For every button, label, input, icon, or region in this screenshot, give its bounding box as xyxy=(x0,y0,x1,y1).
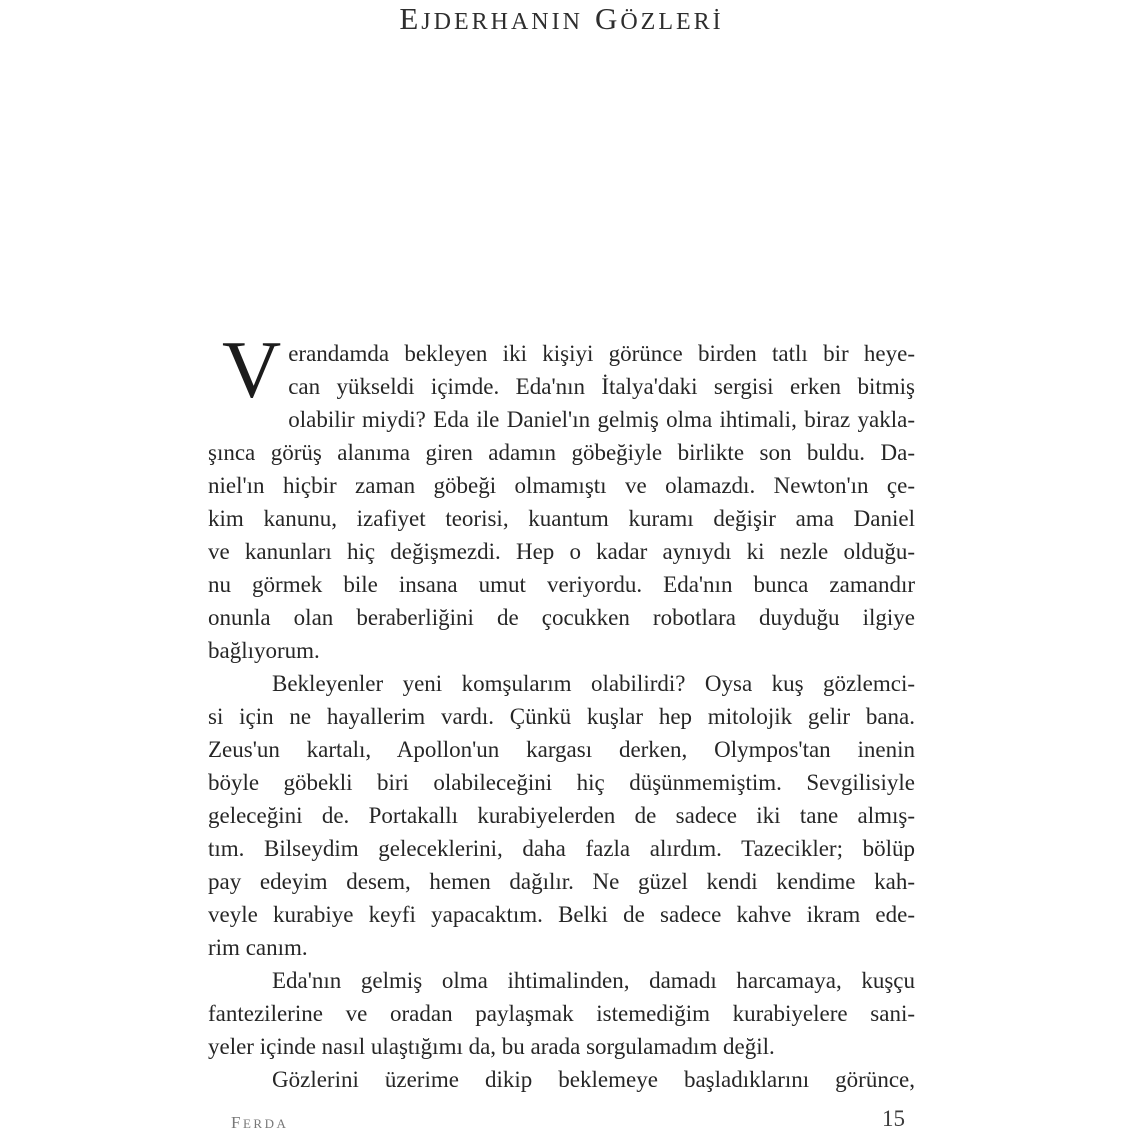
paragraph-4 xyxy=(208,1063,915,1096)
chapter-title-smallcaps: ÖZLERİ xyxy=(620,9,724,35)
text-line: nu görmek bile insana umut veriyordu. Eda'nın bunca zamandır xyxy=(208,572,915,597)
text-line: veyle kurabiye keyfi yapacaktım. Belki de sadece kahve ikram ede- xyxy=(208,902,915,927)
text-line: ve kanunları hiç değişmezdi. Hep o kadar aynıydı ki nezle olduğu- xyxy=(208,539,915,564)
text-line: si için ne hayallerim vardı. Çünkü kuşlar hep mitolojik gelir bana. xyxy=(208,704,915,729)
paragraph-1 xyxy=(208,324,915,667)
text-line: bağlıyorum. xyxy=(208,638,320,663)
text-line: Bekleyenler yeni komşularım olabilirdi? Oysa kuş gözlemci- xyxy=(272,671,915,696)
running-title-initial: F xyxy=(231,1113,243,1132)
text-line: rim canım. xyxy=(208,935,308,960)
body-text xyxy=(208,324,915,1096)
chapter-title-word xyxy=(399,1,583,40)
text-line: can yükseldi içimde. Eda'nın İtalya'daki sergisi erken bitmiş xyxy=(288,374,915,399)
chapter-title-smallcaps: JDERHANIN xyxy=(421,9,583,35)
text-line: kim kanunu, izafiyet teorisi, kuantum kuramı değişir ama Daniel xyxy=(208,506,915,531)
text-line: Zeus'un kartalı, Apollon'un kargası derken, Olympos'tan inenin xyxy=(208,737,915,762)
chapter-title xyxy=(208,1,915,40)
running-book-title xyxy=(231,1113,288,1133)
text-line: geleceğini de. Portakallı kurabiyelerden de sadece iki tane almış- xyxy=(208,803,915,828)
chapter-title-initial: G xyxy=(594,1,621,36)
text-line: böyle göbekli biri olabileceğini hiç düşünmemiştim. Sevgilisiyle xyxy=(208,770,915,795)
text-line: yeler içinde nasıl ulaştığımı da, bu arada sorgulamadım değil. xyxy=(208,1034,775,1059)
text-line: şınca görüş alanıma giren adamın göbeğiyle birlikte son buldu. Da- xyxy=(208,440,915,465)
text-line: pay edeyim desem, hemen dağılır. Ne güzel kendi kendime kah- xyxy=(208,869,915,894)
text-line: erandamda bekleyen iki kişiyi görünce birden tatlı bir heye- xyxy=(288,341,915,366)
running-title-smallcaps: ERDA xyxy=(242,1116,289,1131)
text-line: niel'ın hiçbir zaman göbeği olmamıştı ve olamazdı. Newton'ın çe- xyxy=(208,473,915,498)
text-line: tım. Bilseydim geleceklerini, daha fazla alırdım. Tazecikler; bölüp xyxy=(208,836,915,861)
text-line: Gözlerini üzerime dikip beklemeye başladıklarını görünce, xyxy=(272,1067,915,1092)
chapter-title-word xyxy=(595,1,724,40)
text-line: olabilir miydi? Eda ile Daniel'ın gelmiş olma ihtimali, biraz yakla- xyxy=(288,407,915,432)
text-line: onunla olan beraberliğini de çocukken robotlara duyduğu ilgiye xyxy=(208,605,915,630)
paragraph-3 xyxy=(208,964,915,1063)
paragraph-2 xyxy=(208,667,915,964)
text-line: fantezilerine ve oradan paylaşmak istemediğim kurabiyelere sani- xyxy=(208,1001,915,1026)
page-number: 15 xyxy=(882,1106,905,1131)
chapter-title-initial: E xyxy=(399,1,422,36)
text-line: Eda'nın gelmiş olma ihtimalinden, damadı harcamaya, kuşçu xyxy=(272,968,915,993)
drop-cap: V xyxy=(222,324,282,415)
